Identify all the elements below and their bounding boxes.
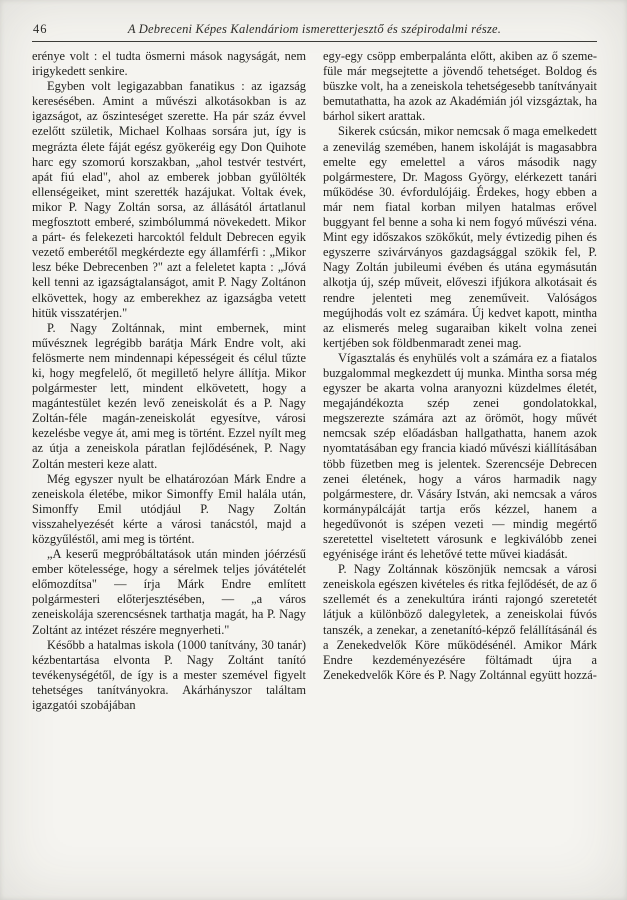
paragraph: Sikerek csúcsán, mikor nemcsak ő maga emelkedett a zenevilág szemében, hanem iskoláját is magasabbra emelte egy emelettel a város második nagy polgármestere, Dr. Magoss György, elérkezett tanári működése 30. évfordulójáig. Érdekes, hogy ebben a már nem fiatal korban milyen hatalmas erővel buggyant fel benne a soha ki nem fogyó művészi véna. Mint egy időszakos szökőkút, mely évtizedig pihen és egyszerre szivárványos gazdagsággal szökik fel, P. Nagy Zoltán jubileumi évében és utána egymásután alkotja új, szép műveit, előveszi ifjúkora alkotásait és rendre jelenteti meg zeneműveit. Valóságos megújhodás volt ez számára. Új kedvet kapott, mintha az elismerés meleg sugaraiban kikelt volna zenei kertjében sok földbenmaradt zenei mag. xyxy=(323,124,597,350)
paragraph: Később a hatalmas iskola (1000 tanítvány, 30 tanár) kézbentartása elvonta P. Nagy Zoltánt tanító tevékenységétől, de így is a mester szemével figyelt tehetséges tanítványokra. Akárhányszor találtam igazgatói szobájában xyxy=(32,637,306,713)
right-column xyxy=(323,49,597,897)
paragraph: P. Nagy Zoltánnak köszönjük nemcsak a városi zeneiskola egészen kivételes és ritka fejlődését, de az ő szellemét és a zenekultúra iránti rajongó szeretetét látjuk a különböző dalegyletek, a zeneiskolai fúvós tanszék, a zenekar, a zenetanító-képző felállításánál és a Zenekedvelők Köre működésénél. Amikor Márk Endre kezdeményezésére föltámadt újra a Zenekedvelők Köre és P. Nagy Zoltánnal együtt hozzá- xyxy=(323,562,597,682)
page-title: A Debreceni Képes Kalendáriom ismeretterjesztő és szépirodalmi része. xyxy=(127,22,502,36)
paragraph-continuation: egy-egy csöpp emberpalánta előtt, akiben az ő szeme-füle már megsejtette a jövendő tehetséget. Boldog és büszke volt, ha a zeneiskola tehetségesebb tanítványait bemutathatta, ha azok az Akadémián jól vizsgáztak, ha bárhol sikert arattak. xyxy=(323,49,597,124)
left-column xyxy=(32,49,306,897)
paragraph: P. Nagy Zoltánnak, mint embernek, mint művésznek legrégibb barátja Márk Endre volt, aki felösmerte nem mindennapi képességeit és célul tűzte ki, hogy megfelelő, őt megillető helyre állítja. Mikor polgármester lett, mindent elkövetett, hogy a magántestület kezén levő zeneiskolát és a P. Nagy Zoltán-féle magán-zeneiskolát egyesítve, városi kezelésbe vegye át, ami meg is történt. Ezzel nyílt meg az útja a zeneiskola páratlan fejlődésének, P. Nagy Zoltán mesteri keze alatt. xyxy=(32,320,306,471)
paragraph: „A keserű megpróbáltatások után minden jóérzésű ember kötelessége, hogy a sérelmek teljes jóvátételét előmozdítsa" — írja Márk Endre említett polgármesteri előterjesztésében, — „a város zeneiskolája szerencsésnek tarthatja magát, ha P. Nagy Zoltánt az intézet részére megnyerheti." xyxy=(32,547,306,637)
page-header xyxy=(32,20,597,38)
text-columns xyxy=(32,49,597,897)
paragraph: Még egyszer nyult be elhatározóan Márk Endre a zeneiskola életébe, mikor Simonffy Emil halála után, Simonffy Emil utódjául P. Nagy Zoltán visszahelyezését kérte a városi tanácstól, majd a közgyűléstől, ami meg is történt. xyxy=(32,471,306,546)
header-rule xyxy=(32,41,597,42)
paragraph-continuation: erénye volt : el tudta ösmerni mások nagyságát, nem irigykedett senkire. xyxy=(32,49,306,79)
paragraph: Vígasztalás és enyhülés volt a számára ez a fiatalos buzgalommal megkezdett új munka. Mintha sorsa még egyszer be akarta volna aranyozni küzdelmes életét, megajándékozta szép zenei gondolatokkal, megszerezte számára azt az örömöt, hogy művét nemcsak szép előadásban hallgathatta, hanem azok nyomtatásában egy francia kiadó művészi kiállításában több füzetben meg is jelentek. Szerencséje Debrecen zenei életének, hogy a város harmadik nagy polgármestere, dr. Vásáry István, aki nemcsak a város kormánypálcáját tartja erős kézzel, hanem a hegedűvonót is szépen vezeti — mindig megértő szeretettel viseltetett városunk e legkiválóbb zenei egyénisége iránt és lehetővé tette művei kiadását. xyxy=(323,350,597,562)
page-number: 46 xyxy=(33,22,48,36)
paragraph: Egyben volt legigazabban fanatikus : az igazság keresésében. Amint a művészi alkotásokban is az igazságot, az őszinteséget szerette. Ha pár száz évvel ezelőtt születik, Michael Kolhaas sorsára jut, így is megrázta élete fáját egész gyökeréig egy Don Quihote harc egy szomorú korszakban, „ahol testvér testvért, apát fiú elad", ahol az emberek jobban gyűlölték ellenségeiket, mint szerették hazájukat. Voltak évek, mikor P. Nagy Zoltán sorsa, az állásától ártatlanul megfosztott emberé, szimbólummá növekedett. Mikor a párt- és felekezeti harcoktól feldult Debrecen egyik vezető emberétől megkérdezte egy államférfi : „Mikor lesz béke Debrecenben ?" azt a feleletet kapta : „Jóvá kell tenni az igazságtalanságot, amit P. Nagy Zoltánon elkövettek, hogy az emberekhez az igazságba vetett hitük visszatérjen." xyxy=(32,79,306,320)
